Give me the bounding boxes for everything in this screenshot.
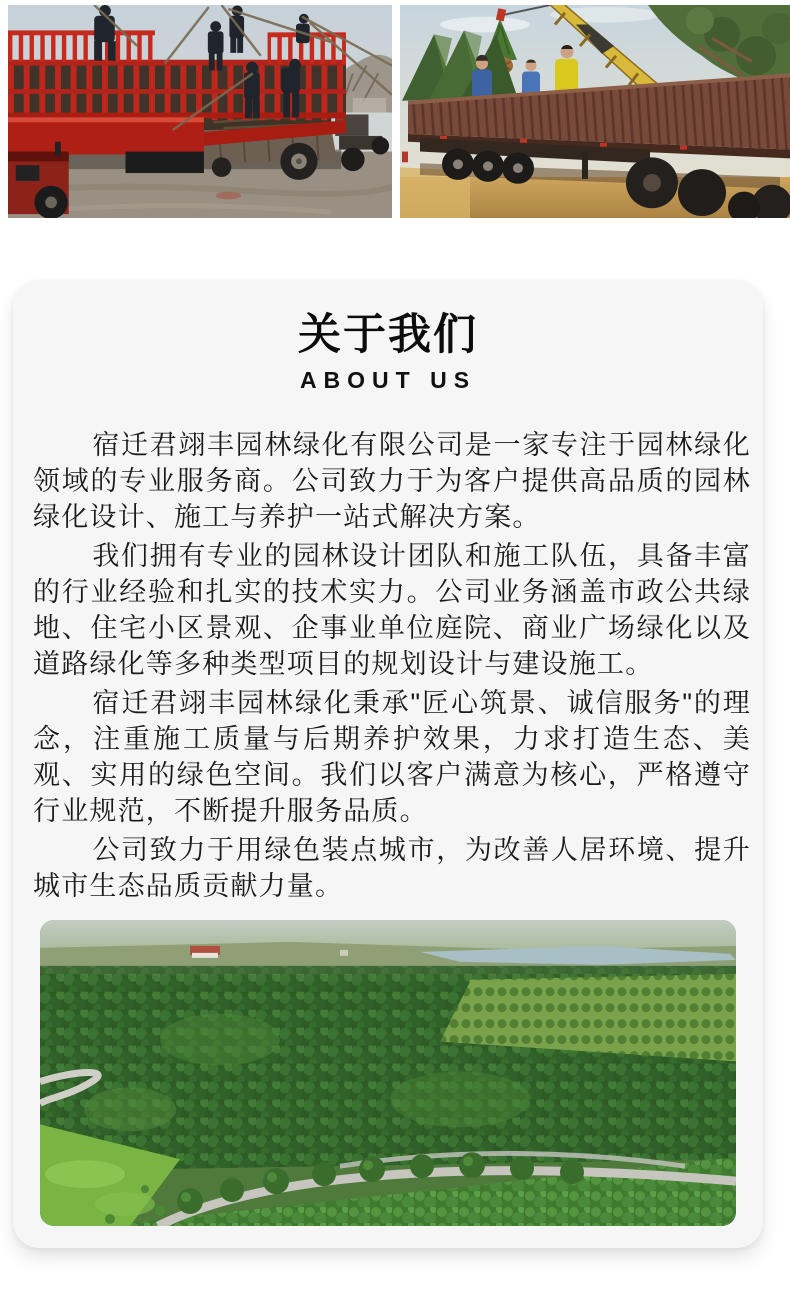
about-paragraph: 我们拥有专业的园林设计团队和施工队伍，具备丰富的行业经验和扎实的技术实力。公司业务涵盖市政公共绿地、住宅小区景观、企事业单位庭院、商业广场绿化以及道路绿化等多种类型项目的规划设计与建设施工。 <box>33 541 751 679</box>
about-card <box>13 280 763 1248</box>
photo-nursery-aerial-image <box>40 920 736 1226</box>
page-title: 关于我们 <box>298 311 478 359</box>
photo-crane-truck-image <box>400 5 790 218</box>
top-photo-gallery <box>0 0 790 218</box>
page-subtitle: ABOUT US <box>299 367 477 393</box>
about-paragraph: 公司致力于用绿色装点城市，为改善人居环境、提升城市生态品质贡献力量。 <box>33 835 751 901</box>
photo-crane-truck <box>400 5 790 218</box>
photo-nursery-aerial <box>40 920 736 1226</box>
about-paragraph: 宿迁君翊丰园林绿化有限公司是一家专注于园林绿化领域的专业服务商。公司致力于为客户提供高品质的园林绿化设计、施工与养护一站式解决方案。 <box>33 430 751 532</box>
about-paragraph: 宿迁君翊丰园林绿化秉承"匠心筑景、诚信服务"的理念，注重施工质量与后期养护效果，力求打造生态、美观、实用的绿色空间。我们以客户满意为核心，严格遵守行业规范，不断提升服务品质。 <box>33 688 751 826</box>
photo-truck-loading-image <box>8 5 392 218</box>
photo-truck-loading <box>8 5 392 218</box>
about-text <box>13 427 763 904</box>
